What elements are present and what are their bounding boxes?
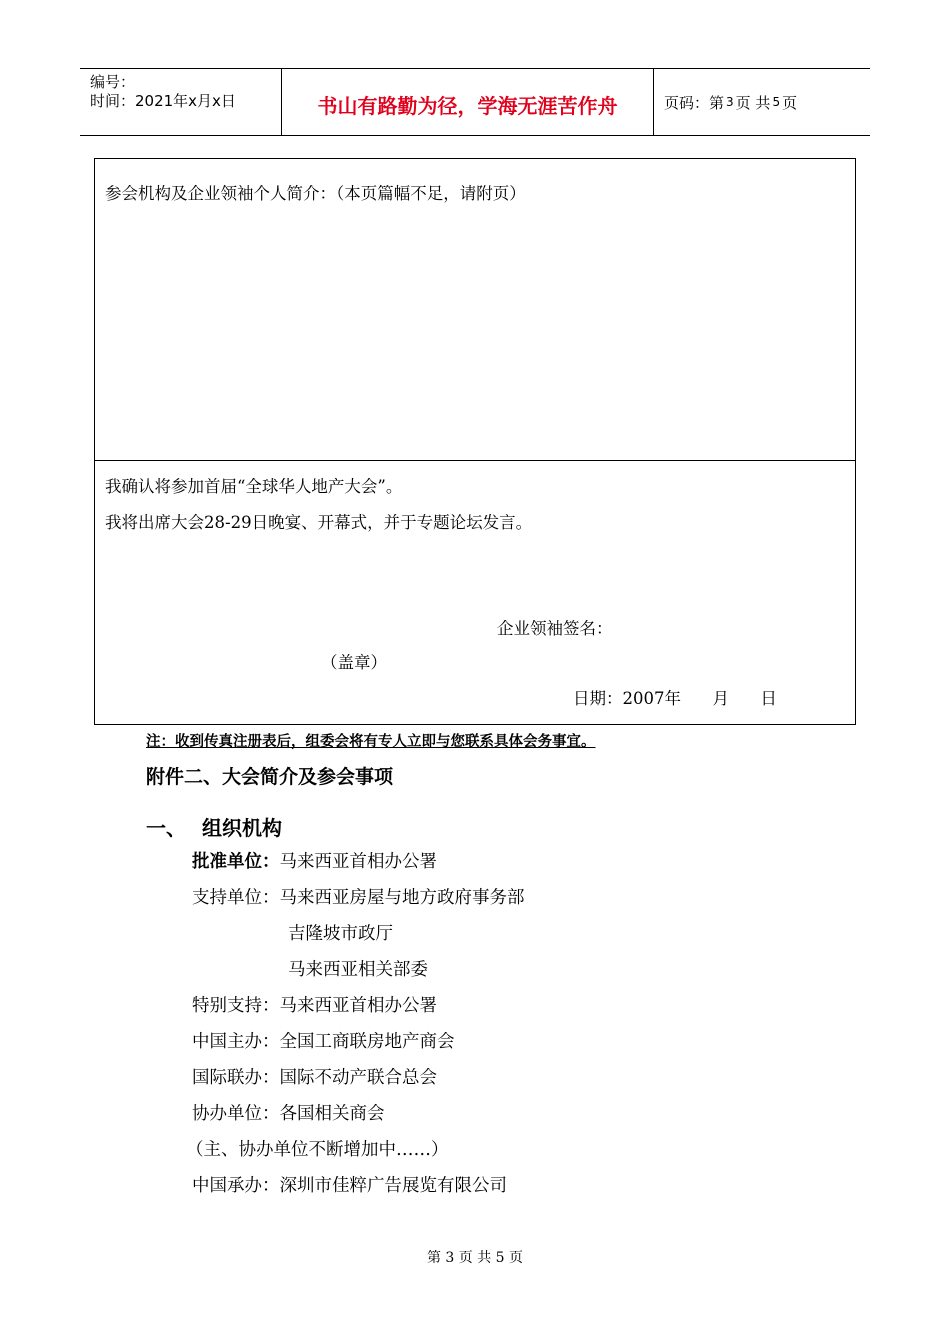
intro-label: 参会机构及企业领袖个人简介：（本页篇幅不足，请附页） xyxy=(105,184,526,203)
org-row xyxy=(288,956,428,981)
org-label: 支持单位： xyxy=(192,888,280,908)
header-page-current: 3 xyxy=(726,95,734,109)
header-page-suffix: 页 xyxy=(782,93,798,112)
org-row xyxy=(192,1172,507,1197)
org-label: 特别支持： xyxy=(192,996,280,1016)
org-row xyxy=(192,848,437,873)
seal-label: （盖章） xyxy=(321,653,387,672)
org-label: 中国承办： xyxy=(192,1176,280,1196)
org-value: 全国工商联房地产商会 xyxy=(279,1032,455,1052)
header-page-info xyxy=(654,69,870,135)
org-row xyxy=(192,992,437,1017)
section-number: 一、 xyxy=(146,816,186,840)
header-time-label: 时间：2021年x月x日 xyxy=(90,92,236,110)
header-motto: 书山有路勤为径，学海无涯苦作舟 xyxy=(282,69,654,135)
org-value: （主、协办单位不断增加中……） xyxy=(186,1140,449,1160)
org-label: 中国主办： xyxy=(192,1032,280,1052)
header-code-label: 编号： xyxy=(90,73,136,91)
header-page-prefix: 页码：第 xyxy=(664,93,725,112)
confirm-line-2: 我将出席大会28-29日晚宴、开幕式，并于专题论坛发言。 xyxy=(105,513,533,532)
section-heading xyxy=(146,812,282,841)
org-row xyxy=(192,1028,455,1053)
annex-title: 附件二、大会简介及参会事项 xyxy=(146,766,394,788)
org-value: 各国相关商会 xyxy=(279,1104,385,1124)
org-label: 协办单位： xyxy=(192,1104,280,1124)
signature-label: 企业领袖签名： xyxy=(497,619,613,638)
org-value: 马来西亚首相办公署 xyxy=(279,996,437,1016)
intro-cell[interactable] xyxy=(95,159,855,461)
org-value: 国际不动产联合总会 xyxy=(279,1068,437,1088)
org-value: 马来西亚相关部委 xyxy=(288,960,428,980)
fax-note: 注：收到传真注册表后，组委会将有专人立即与您联系具体会务事宜。 xyxy=(146,733,596,750)
org-row xyxy=(288,920,393,945)
org-label: 国际联办： xyxy=(192,1068,280,1088)
header-meta xyxy=(80,69,282,135)
org-value: 马来西亚首相办公署 xyxy=(279,852,437,872)
header-page-mid: 页 共 xyxy=(735,93,771,112)
org-row xyxy=(192,1100,385,1125)
registration-form-table xyxy=(94,158,856,725)
org-row xyxy=(192,884,525,909)
header-page-total: 5 xyxy=(772,95,781,109)
confirmation-cell xyxy=(95,461,855,724)
org-row xyxy=(192,1064,437,1089)
org-value: 马来西亚房屋与地方政府事务部 xyxy=(279,888,525,908)
date-label: 日期：2007年 月 日 xyxy=(573,689,777,708)
org-value: 深圳市佳粹广告展览有限公司 xyxy=(279,1176,507,1196)
org-value: 吉隆坡市政厅 xyxy=(288,924,393,944)
page-header xyxy=(80,68,870,136)
section-title: 组织机构 xyxy=(202,816,282,840)
org-row xyxy=(186,1136,449,1161)
org-label: 批准单位： xyxy=(192,852,280,872)
page-footer: 第 3 页 共 5 页 xyxy=(426,1250,524,1266)
confirm-line-1: 我确认将参加首届“全球华人地产大会”。 xyxy=(105,477,403,496)
